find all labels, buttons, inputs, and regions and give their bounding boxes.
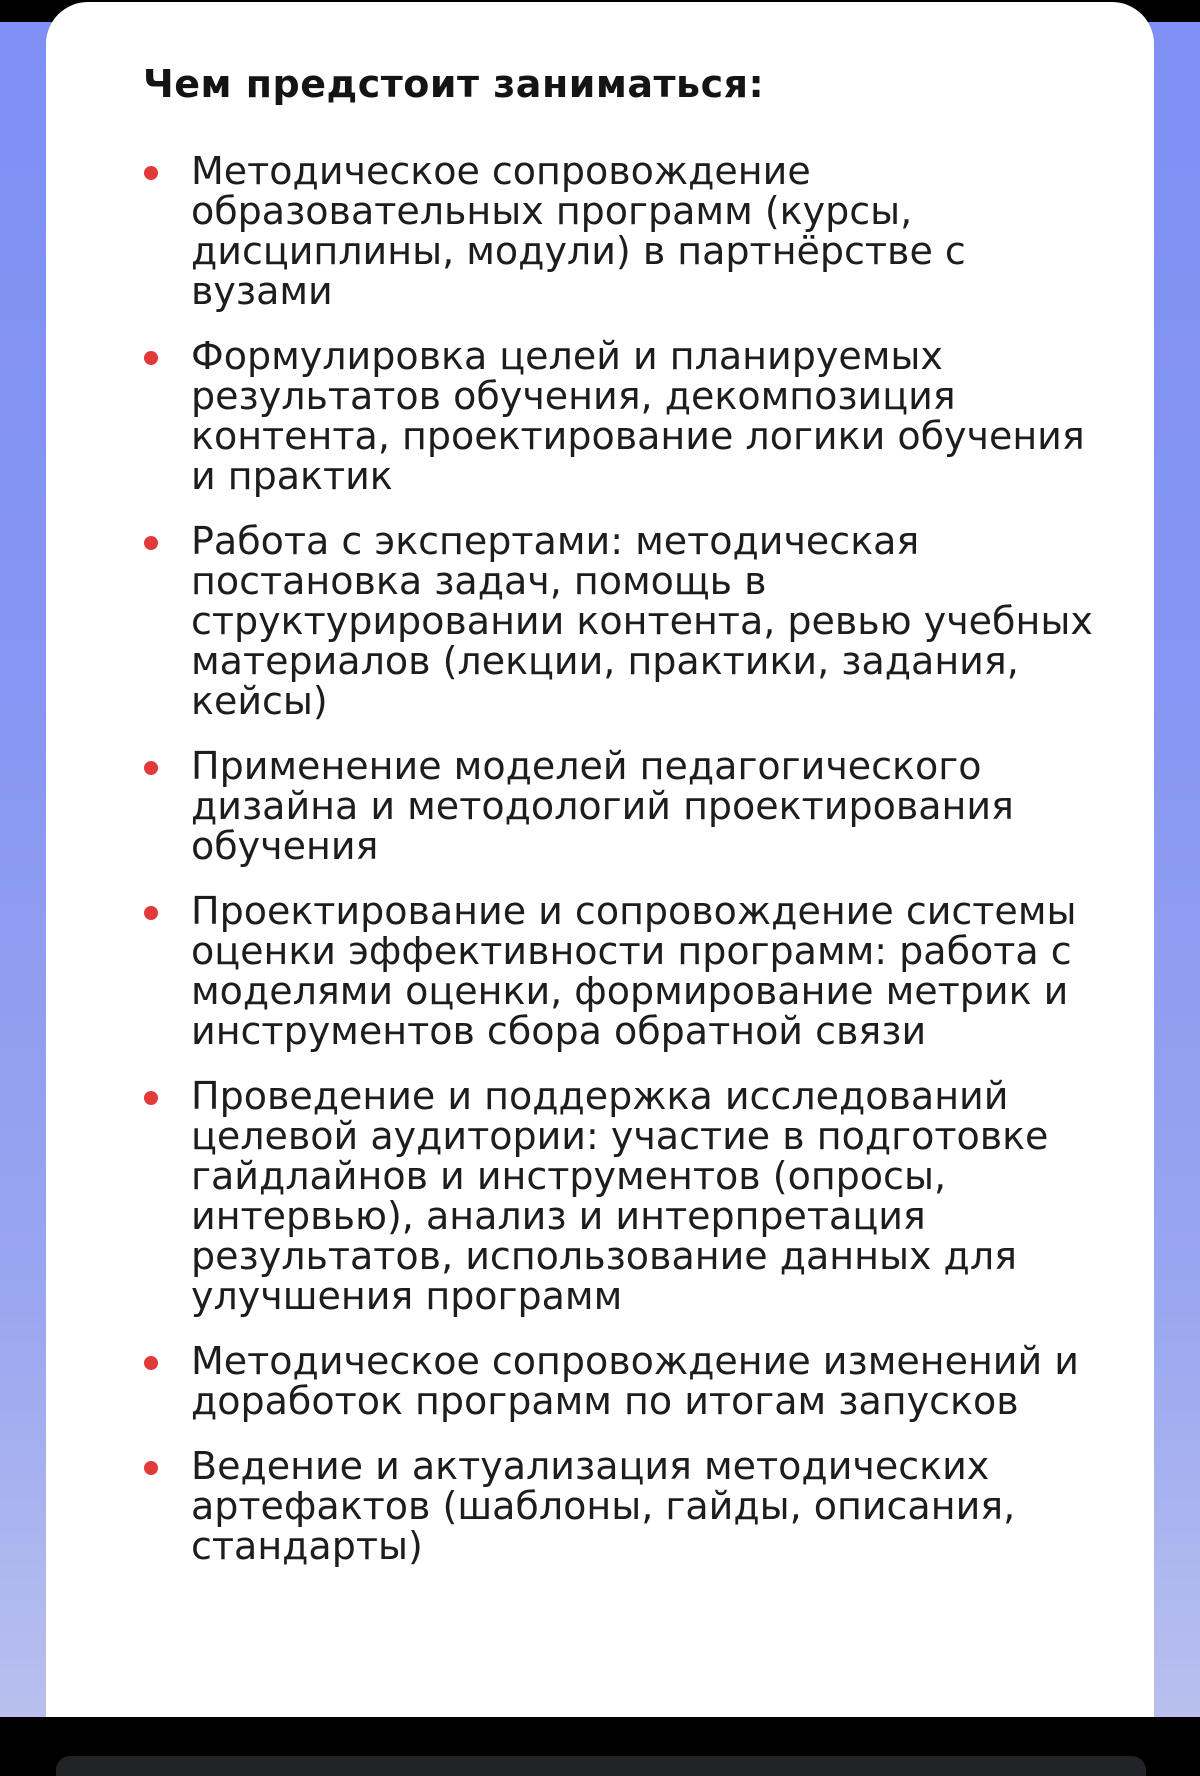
responsibilities-list [98,151,1094,1566]
list-item-text: Применение моделей педагогического дизайна и методологий проектирования обучения [191,744,1014,868]
red-dot-icon [144,351,158,365]
red-dot-icon [144,1356,158,1370]
section-title: Чем предстоит заниматься: [143,62,765,106]
list-item [98,891,1094,1051]
list-item-text: Ведение и актуализация методических артефактов (шаблоны, гайды, описания, стандарты) [191,1444,1016,1568]
red-dot-icon [144,166,158,180]
list-item [98,1076,1094,1316]
red-dot-icon [144,1091,158,1105]
job-description-card [46,2,1154,1717]
list-item [98,521,1094,721]
list-item-text: Методическое сопровождение изменений и доработок программ по итогам запусков [191,1339,1079,1423]
list-item [98,1446,1094,1566]
red-dot-icon [144,536,158,550]
list-item-text: Работа с экспертами: методическая постановка задач, помощь в структурировании контента, ревью учебных материалов (лекции, практики, задания, кейсы) [191,519,1093,723]
list-item [98,746,1094,866]
list-item-text: Формулировка целей и планируемых результатов обучения, декомпозиция контента, проектирование логики обучения и практик [191,334,1085,498]
list-item [98,151,1094,311]
list-item [98,336,1094,496]
red-dot-icon [144,906,158,920]
list-item-text: Методическое сопровождение образовательных программ (курсы, дисциплины, модули) в партнёрстве с вузами [191,149,966,313]
list-item-text: Проведение и поддержка исследований целевой аудитории: участие в подготовке гайдлайнов и инструментов (опросы, интервью), анализ и интерпретация результатов, использование данных для улучшения программ [191,1074,1049,1318]
list-item-text: Проектирование и сопровождение системы оценки эффективности программ: работа с моделями оценки, формирование метрик и инструментов сбора обратной связи [191,889,1077,1053]
list-item [98,1341,1094,1421]
bottom-sheet-handle[interactable] [56,1756,1146,1776]
red-dot-icon [144,761,158,775]
red-dot-icon [144,1461,158,1475]
